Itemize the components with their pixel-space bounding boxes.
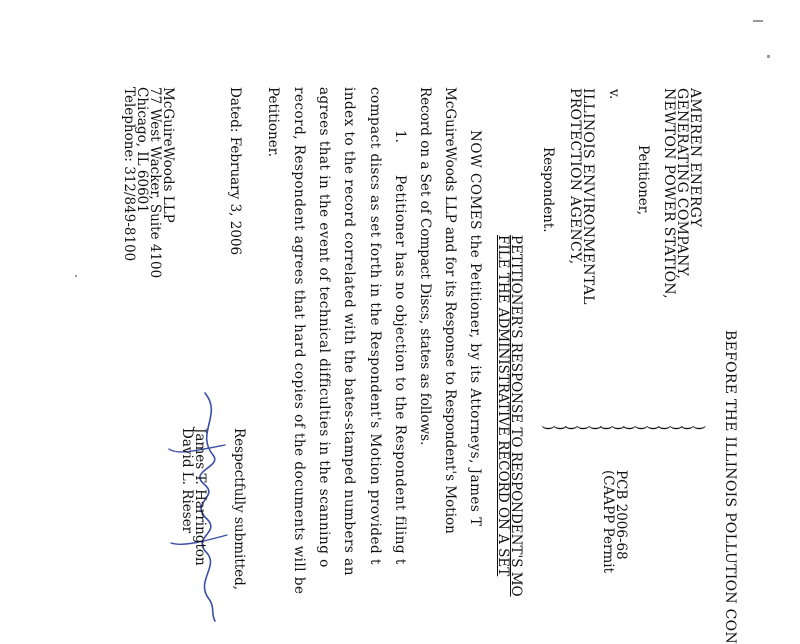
respondent-name-line-2: PROTECTION AGENCY, [567, 88, 583, 265]
firm-street: 77 West Wacker, Suite 4100 [147, 87, 163, 279]
paren-mark: ) [563, 425, 580, 431]
paren-mark: ) [551, 425, 568, 431]
respondent-name-line-1: ILLINOIS ENVIRONMENTAL [580, 88, 596, 305]
paren-mark: ) [644, 425, 661, 431]
paren-mark: ) [667, 425, 684, 431]
versus-label: v. [606, 89, 622, 100]
petitioner-name-line-3: NEWTON POWER STATION, [661, 88, 677, 299]
scan-speck [753, 20, 763, 22]
petitioner-name-line-1: AMEREN ENERGY [687, 88, 703, 228]
firm-name: McGuireWoods LLP [160, 87, 176, 223]
paragraph-line-6: Petitioner. [265, 87, 281, 158]
respondent-label: Respondent. [540, 147, 556, 233]
intro-line-3: Record on a Set of Compact Discs, states as follows. [417, 87, 433, 446]
case-number: PCB 2006-68 [613, 470, 629, 560]
paragraph-line-4: agrees that in the event of technical difficulties in the scanning o [316, 87, 332, 568]
caption-paren-column [540, 425, 707, 435]
paren-mark: ) [540, 425, 557, 431]
document-heading-line-2: FILE THE ADMINISTRATIVE RECORD ON A SET [495, 235, 511, 577]
paren-mark: ) [598, 425, 615, 431]
attorney-name-2: David L. Rieser [179, 428, 195, 534]
paren-mark: ) [691, 425, 707, 431]
court-title: BEFORE THE ILLINOIS POLLUTION CON [722, 330, 738, 644]
petitioner-label: Petitioner, [635, 145, 651, 216]
paren-mark: ) [586, 425, 603, 431]
paragraph-line-2: compact discs as set forth in the Respondent's Motion provided t [367, 87, 383, 565]
petitioner-name-line-2: GENERATING COMPANY, [674, 88, 690, 280]
dated-line: Dated: February 3, 2006 [227, 87, 243, 256]
scan-speck [75, 275, 77, 277]
document-heading-line-1: PETITIONER'S RESPONSE TO RESPONDENT'S MO [508, 235, 524, 597]
intro-line-2: McGuireWoods LLP and for its Response to Respondent's Motion [442, 87, 458, 534]
paren-mark: ) [575, 425, 592, 431]
scan-speck [767, 55, 770, 58]
paragraph-line-5: record, Respondent agrees that hard copies of the documents will be [291, 87, 307, 595]
paren-mark: ) [609, 425, 626, 431]
paren-mark: ) [679, 425, 696, 431]
paragraph-number: 1. [392, 130, 408, 143]
case-type: (CAAPP Permit [600, 470, 616, 574]
paren-mark: ) [621, 425, 638, 431]
paragraph-line-3: index to the record correlated with the bates-stamped numbers an [341, 87, 357, 576]
closing-text: Respectfully submitted, [231, 428, 247, 591]
firm-telephone: Telephone: 312/849-8100 [121, 87, 137, 262]
paragraph-line-1: Petitioner has no objection to the Respondent filing t [392, 175, 408, 565]
attorney-name-1: James T. Harrington [192, 428, 208, 566]
intro-line-1: NOW COMES the Petitioner, by its Attorneys, James T [467, 130, 483, 527]
paren-mark: ) [633, 425, 650, 431]
firm-city: Chicago, IL 60601 [134, 87, 150, 213]
paren-mark: ) [656, 425, 673, 431]
